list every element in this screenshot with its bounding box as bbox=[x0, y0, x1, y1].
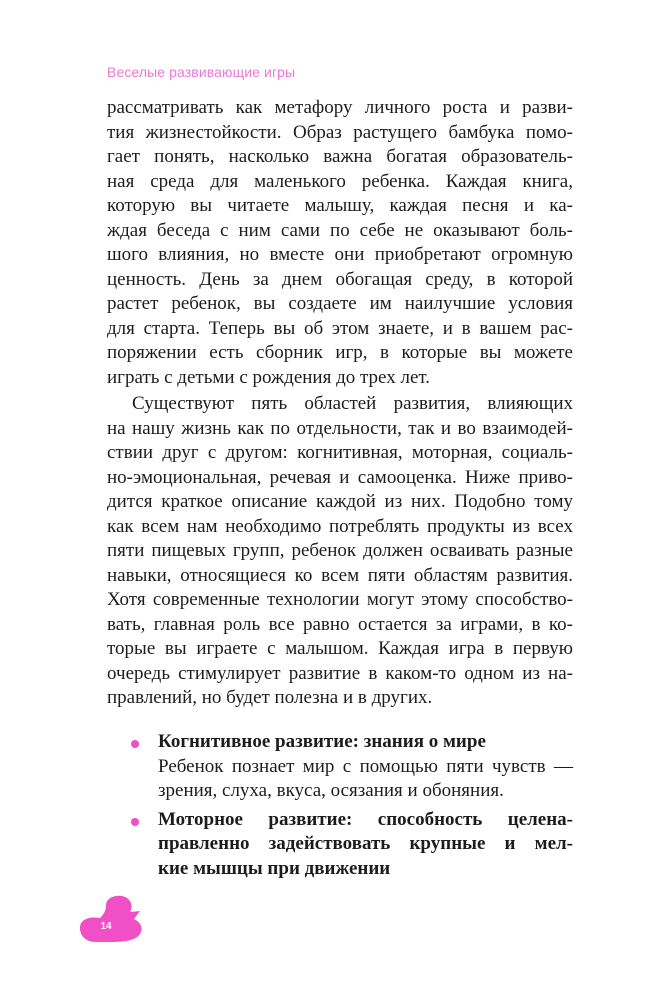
text-line: Существуют пять областей развития, влияющих bbox=[132, 393, 573, 414]
paragraph-1 bbox=[107, 96, 573, 390]
text-line: шого влияния, но вместе они приобретают огромную bbox=[107, 244, 573, 265]
bullet-dot-icon bbox=[131, 818, 139, 826]
text-line: но-эмоциональная, речевая и самооценка. Ниже приво- bbox=[107, 466, 573, 488]
duck-icon bbox=[78, 892, 148, 942]
bullet-title: Когнитивное развитие: знания о мире bbox=[158, 731, 486, 752]
text-line: вать, главная роль все равно остается за играми, в ко- bbox=[107, 613, 573, 635]
text-line: растет ребенок, вы создаете им наилучшие условия bbox=[107, 293, 573, 314]
text-line: Хотя современные технологии могут этому способство- bbox=[107, 589, 573, 610]
text-line: поряжении есть сборник игр, в которые вы можете bbox=[107, 342, 573, 363]
text-line: ная среда для маленького ребенка. Каждая книга, bbox=[107, 170, 573, 192]
text-line: дится краткое описание каждой из них. Подобно тому bbox=[107, 491, 573, 512]
text-line: играть с детьми с рождения до трех лет. bbox=[107, 366, 430, 388]
text-line: гает понять, насколько важна богатая образователь- bbox=[107, 146, 573, 167]
bullet-title: Моторное развитие: способность целена- bbox=[158, 808, 573, 830]
bullet-title: кие мышцы при движении bbox=[158, 857, 391, 879]
bullet-item bbox=[107, 730, 573, 804]
text-line: которую вы читаете малышу, каждая песня и ка- bbox=[107, 195, 573, 216]
page-number: 14 bbox=[100, 921, 112, 932]
text-line: ждая беседа с ним сами по себе не оказывают боль- bbox=[107, 219, 573, 241]
bullet-text: зрения, слуха, вкуса, осязания и обоняния. bbox=[158, 780, 504, 801]
text-line: очередь стимулирует развитие в каком-то одном из на- bbox=[107, 662, 573, 684]
text-line: рассматривать как метафору личного роста и разви- bbox=[107, 97, 573, 118]
bullet-item bbox=[107, 808, 573, 882]
bullet-dot-icon bbox=[131, 740, 139, 748]
bullet-title: правленно задействовать крупные и мел- bbox=[158, 833, 573, 854]
bullet-list bbox=[107, 730, 573, 885]
text-line: торые вы играете с малышом. Каждая игра в первую bbox=[107, 638, 573, 659]
text-line: навыки, относящиеся ко всем пяти областям развития. bbox=[107, 564, 573, 586]
paragraph-2 bbox=[107, 392, 573, 711]
text-line: ценность. День за днем обогащая среду, в которой bbox=[107, 268, 573, 290]
text-line: правлений, но будет полезна и в других. bbox=[107, 687, 433, 708]
text-line: как всем нам необходимо потреблять продукты из всех bbox=[107, 515, 573, 537]
text-line: на нашу жизнь как по отдельности, так и во взаимодей- bbox=[107, 417, 573, 439]
bullet-text: Ребенок познает мир с помощью пяти чувств — bbox=[158, 755, 573, 777]
text-line: пяти пищевых групп, ребенок должен осваивать разные bbox=[107, 540, 573, 561]
text-line: для старта. Теперь вы об этом знаете, и в вашем рас- bbox=[107, 317, 573, 339]
text-line: тия жизнестойкости. Образ растущего бамбука помо- bbox=[107, 121, 573, 143]
running-header: Веселые развивающие игры bbox=[107, 64, 296, 80]
body-text bbox=[107, 96, 573, 711]
text-line: ствии друг с другом: когнитивная, моторная, социаль- bbox=[107, 442, 573, 463]
